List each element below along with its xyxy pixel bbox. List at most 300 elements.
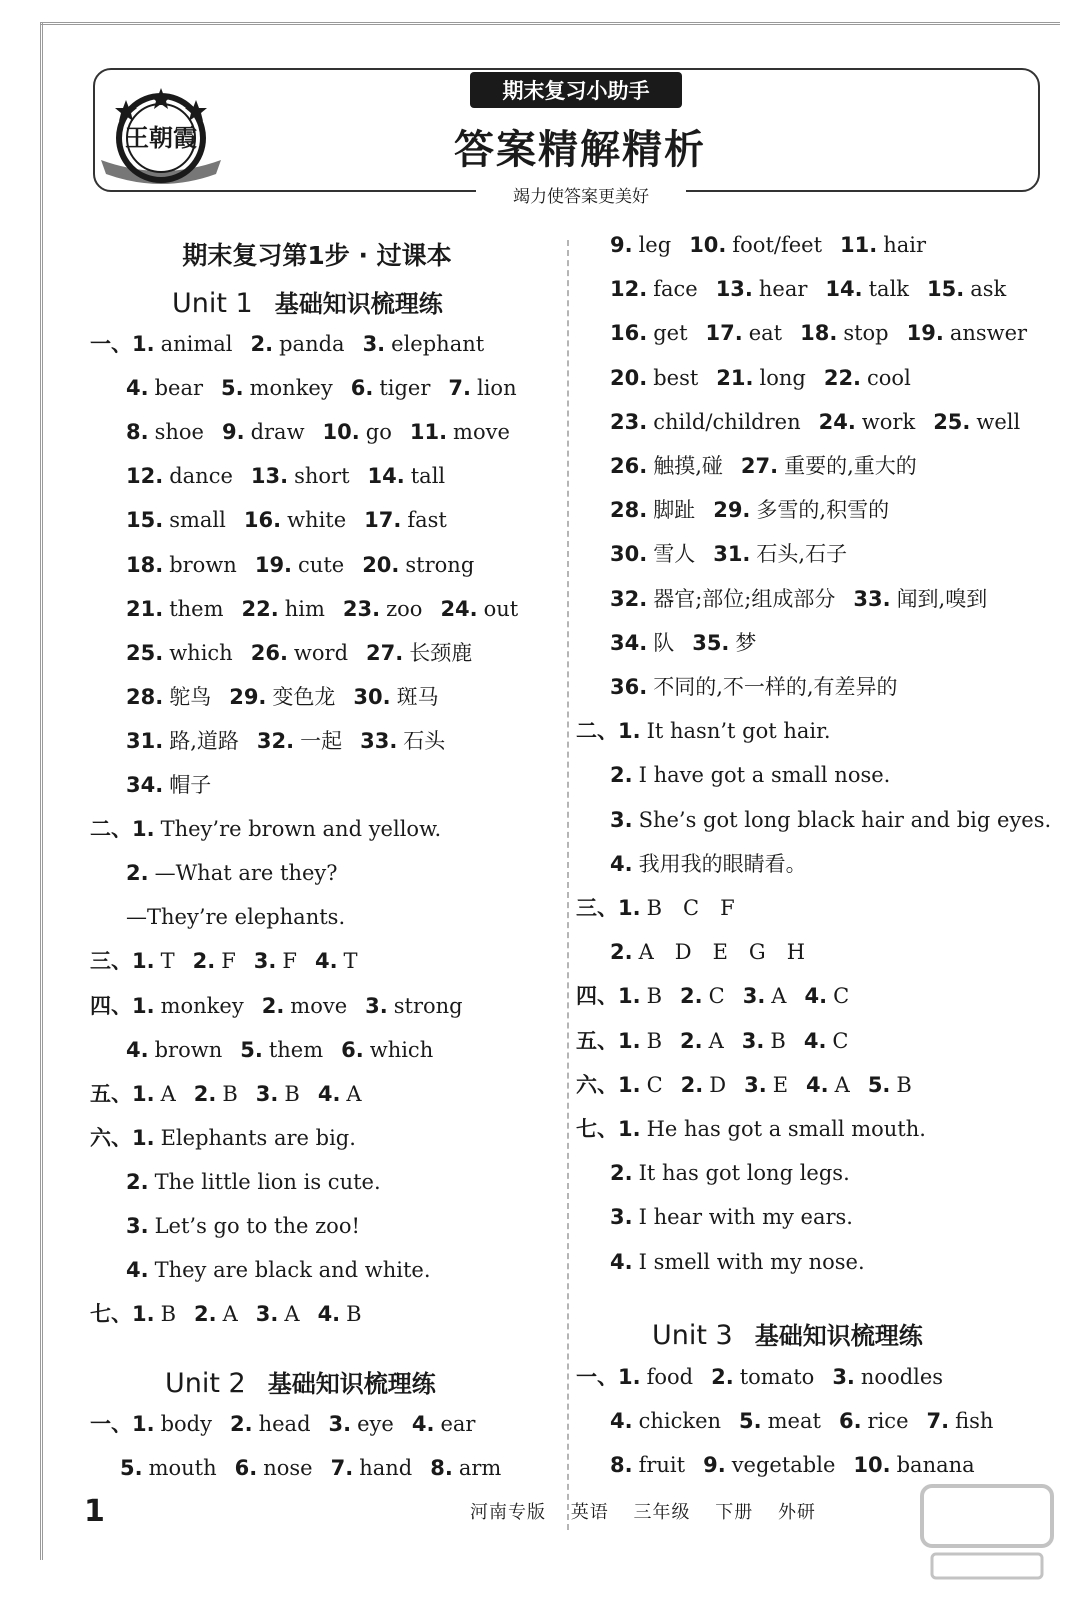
answer-text: 路,道路: [169, 728, 239, 753]
answer-text: meat: [767, 1409, 821, 1433]
answer-number: 3.: [744, 1072, 767, 1097]
answer-text: I have got a small nose.: [638, 763, 891, 788]
answer-number: 26.: [250, 640, 288, 665]
answer-number: 14.: [367, 464, 405, 489]
footer-item: 下册: [715, 1502, 754, 1523]
answer-number: 7.: [330, 1456, 354, 1480]
answer-text: B C F: [646, 896, 735, 920]
answer-number: 5.: [240, 1037, 263, 1062]
answer-text: move: [290, 993, 348, 1018]
answer-number: 23.: [610, 409, 648, 434]
answer-text: shoe: [154, 420, 204, 445]
answer-text: She’s got long black hair and big eyes.: [638, 807, 1052, 832]
answer-number: 7.: [448, 376, 471, 401]
answer-number: 15.: [126, 508, 164, 533]
answer-line: [610, 409, 1021, 434]
answer-text: ear: [440, 1412, 476, 1436]
answer-line: [610, 1163, 850, 1184]
answer-line: [90, 1304, 362, 1325]
answer-text: A: [284, 1302, 300, 1327]
answer-text: B: [346, 1302, 362, 1327]
answer-text: 石头: [403, 728, 446, 753]
answer-text: He has got a small mouth.: [646, 1117, 926, 1141]
answer-number: 13.: [250, 464, 289, 489]
answer-line: [610, 279, 1006, 300]
answer-number: 25.: [126, 640, 164, 665]
answer-line: [576, 1119, 926, 1140]
answer-line: [126, 728, 446, 753]
answer-number: 19.: [254, 552, 293, 577]
unit-heading: [165, 1364, 436, 1399]
answer-text: zoo: [386, 596, 423, 621]
answer-text: T: [343, 949, 358, 974]
page-number: 1: [84, 1494, 105, 1529]
answer-number: 6.: [350, 376, 374, 401]
unit-number: Unit 2: [165, 1368, 246, 1399]
answer-number: 2.: [126, 1169, 149, 1194]
answer-line: [90, 819, 441, 840]
answer-text: 多雪的,积雪的: [756, 498, 890, 523]
answer-text: chicken: [638, 1409, 722, 1433]
answer-text: 斑马: [396, 684, 439, 709]
answer-line: [610, 1455, 975, 1476]
answer-text: Let’s go to the zoo!: [154, 1214, 360, 1238]
answer-number: 6.: [341, 1037, 364, 1062]
answer-text: short: [294, 464, 350, 489]
answer-line: [126, 552, 475, 577]
answer-text: bear: [154, 376, 204, 401]
answer-number: 10.: [689, 233, 727, 257]
answer-number: 27.: [740, 454, 779, 478]
answer-line: [610, 851, 807, 876]
answer-text: fast: [407, 508, 447, 533]
answer-text: them: [268, 1037, 324, 1062]
answer-text: small: [169, 508, 226, 533]
answer-text: cool: [867, 365, 911, 390]
answer-number: 17.: [364, 508, 402, 533]
answer-text: body: [160, 1412, 212, 1436]
answer-number: 2.: [680, 1028, 703, 1053]
answer-number: 4.: [317, 1302, 341, 1327]
answer-number: 30.: [610, 542, 648, 567]
answer-number: 5.: [120, 1456, 143, 1480]
answer-number: 16.: [243, 508, 282, 533]
answer-number: 3.: [610, 1205, 633, 1230]
answer-text: fish: [955, 1409, 994, 1433]
answer-line: [576, 1028, 849, 1053]
answer-text: brown: [154, 1037, 223, 1062]
answer-text: The little lion is cute.: [154, 1169, 381, 1194]
answer-text: A: [771, 984, 787, 1009]
answer-line: [126, 510, 447, 531]
answer-line: [90, 1125, 356, 1150]
answer-text: E: [772, 1072, 789, 1097]
answer-number: 15.: [927, 277, 965, 302]
answer-number: 7.: [926, 1409, 950, 1433]
answer-number: 34.: [126, 773, 164, 797]
question-marker: 一、: [576, 1365, 618, 1389]
answer-line: [90, 334, 484, 355]
answer-number: 1.: [618, 1072, 641, 1097]
answer-number: 10.: [853, 1453, 891, 1477]
answer-text: 队: [653, 630, 675, 655]
answer-text: get: [653, 321, 688, 346]
answer-number: 24.: [818, 409, 856, 434]
answer-number: 2.: [126, 861, 149, 886]
answer-text: 雪人: [653, 542, 696, 567]
answer-number: 1.: [132, 949, 155, 974]
answer-line: [576, 1072, 912, 1097]
answer-text: strong: [405, 552, 475, 577]
answer-line: [610, 500, 889, 521]
answer-text: hear: [758, 277, 808, 302]
answer-number: 1.: [132, 1081, 155, 1106]
footer-item: 英语: [570, 1502, 609, 1523]
header-tag: 期末复习小助手: [470, 72, 682, 108]
answer-number: 35.: [692, 630, 730, 655]
answer-number: 3.: [610, 807, 633, 832]
question-marker: 五、: [576, 1028, 618, 1053]
answer-text: cute: [298, 552, 345, 577]
answer-line: [126, 863, 338, 884]
answer-number: 16.: [610, 321, 648, 346]
answer-text: tiger: [379, 376, 431, 401]
answer-line: [126, 378, 517, 399]
question-marker: 五、: [90, 1081, 132, 1106]
answer-text: A: [346, 1081, 362, 1106]
answer-number: 4.: [314, 949, 338, 974]
answer-number: 10.: [322, 420, 360, 445]
answer-number: 1.: [618, 984, 641, 1009]
answer-text: B: [222, 1081, 238, 1106]
answer-text: which: [369, 1037, 434, 1062]
answer-number: 4.: [610, 851, 633, 876]
section-title: 期末复习第1步 · 过课本: [182, 241, 452, 270]
answer-text: A D E G H: [638, 940, 806, 965]
answer-number: 5.: [867, 1072, 891, 1097]
answer-text: A: [834, 1072, 850, 1097]
footer-item: 三年级: [633, 1502, 691, 1523]
answer-number: 11.: [409, 420, 448, 445]
answer-text: B: [284, 1081, 300, 1106]
answer-number: 1.: [132, 817, 155, 842]
answer-text: child/children: [653, 409, 801, 434]
answer-text: 长颈鹿: [409, 640, 473, 665]
page-title: 答案精解精析: [454, 127, 706, 173]
answer-line: [576, 898, 735, 919]
answer-text: —What are they?: [154, 861, 338, 886]
answer-number: 3.: [253, 949, 277, 974]
answer-number: 8.: [126, 420, 149, 445]
answer-text: 帽子: [169, 773, 212, 797]
answer-text: eat: [748, 321, 783, 346]
question-marker: 三、: [576, 896, 618, 920]
answer-number: 4.: [126, 1258, 149, 1283]
answer-number: 3.: [741, 1028, 765, 1053]
answer-text: out: [483, 596, 519, 621]
answer-number: 4.: [803, 1028, 827, 1053]
answer-number: 2.: [680, 1072, 704, 1097]
answer-number: 3.: [742, 984, 766, 1009]
answer-text: It has got long legs.: [638, 1161, 850, 1186]
answer-number: 11.: [840, 233, 878, 257]
answer-text: elephant: [391, 332, 485, 356]
answer-number: 8.: [610, 1453, 633, 1477]
answer-number: 1.: [618, 896, 641, 920]
answer-number: 19.: [906, 321, 944, 346]
answer-text: B: [770, 1028, 786, 1053]
answer-line: [90, 951, 358, 972]
question-marker: 一、: [90, 1412, 132, 1436]
answer-text: B: [896, 1072, 912, 1097]
answer-number: 2.: [250, 332, 274, 356]
answer-text: draw: [250, 420, 305, 445]
answer-text: 脚趾: [653, 498, 696, 523]
answer-line: [126, 907, 345, 928]
answer-number: 20.: [362, 552, 400, 577]
answer-text: 一起: [300, 728, 343, 753]
question-marker: 六、: [576, 1072, 618, 1097]
answer-number: 18.: [800, 321, 838, 346]
answer-number: 3.: [365, 993, 388, 1018]
answer-text: move: [453, 420, 510, 445]
answer-text: T: [160, 949, 175, 974]
answer-text: 重要的,重大的: [784, 454, 917, 478]
answer-line: [126, 596, 519, 621]
publisher-logo: [96, 82, 226, 192]
footer-item: 河南专版: [470, 1502, 546, 1523]
answer-number: 3.: [126, 1214, 149, 1238]
answer-text: white: [287, 508, 347, 533]
answer-number: 4.: [411, 1412, 435, 1436]
column-divider: [567, 240, 569, 1530]
answer-number: 29.: [229, 684, 267, 709]
answer-number: 24.: [440, 596, 478, 621]
answer-line: [90, 993, 463, 1018]
answer-text: strong: [393, 993, 463, 1018]
answer-text: 我用我的眼睛看。: [638, 851, 807, 876]
answer-number: 36.: [610, 675, 648, 699]
answer-line: [126, 1037, 434, 1062]
answer-number: 25.: [933, 409, 971, 434]
answer-number: 6.: [234, 1456, 258, 1480]
answer-number: 3.: [255, 1081, 279, 1106]
answer-text: A: [708, 1028, 724, 1053]
answer-number: 12.: [610, 277, 648, 302]
answer-number: 23.: [342, 596, 381, 621]
answer-line: [576, 986, 849, 1007]
answer-text: foot/feet: [732, 233, 823, 257]
answer-line: [576, 721, 831, 742]
answer-line: [610, 456, 917, 477]
answer-text: animal: [160, 332, 233, 356]
answer-number: 1.: [618, 1365, 641, 1389]
answer-text: face: [653, 277, 698, 302]
answer-text: C: [833, 984, 850, 1009]
answer-number: 1.: [618, 1117, 641, 1141]
answer-text: 鸵鸟: [169, 684, 212, 709]
answer-line: [610, 630, 757, 655]
answer-text: C: [832, 1028, 849, 1053]
answer-text: vegetable: [731, 1453, 836, 1477]
answer-number: 13.: [715, 277, 753, 302]
answer-number: 3.: [362, 332, 386, 356]
answer-text: I smell with my nose.: [638, 1249, 865, 1274]
answer-text: eye: [357, 1412, 394, 1436]
question-marker: 一、: [90, 332, 132, 356]
answer-number: 4.: [126, 1037, 149, 1062]
answer-line: [610, 765, 890, 786]
answer-line: [576, 1367, 943, 1388]
question-marker: 四、: [576, 984, 618, 1009]
answer-text: Elephants are big.: [160, 1125, 356, 1150]
answer-text: work: [861, 409, 916, 434]
answer-text: talk: [868, 277, 910, 302]
answer-number: 9.: [610, 233, 633, 257]
answer-text: noodles: [860, 1365, 944, 1389]
answer-number: 30.: [353, 684, 391, 709]
answer-number: 2.: [193, 1081, 217, 1106]
answer-text: well: [976, 409, 1021, 434]
answer-number: 4.: [610, 1249, 633, 1274]
answer-text: They’re brown and yellow.: [160, 817, 442, 842]
unit-name: 基础知识梳理练: [267, 1370, 436, 1398]
answer-number: 4.: [126, 376, 149, 401]
unit-name: 基础知识梳理练: [274, 290, 443, 318]
answer-text: They are black and white.: [154, 1258, 431, 1283]
answer-number: 28.: [610, 498, 648, 523]
answer-number: 2.: [610, 763, 633, 788]
answer-text: D: [709, 1072, 727, 1097]
answer-number: 32.: [610, 586, 648, 611]
answer-text: go: [365, 420, 392, 445]
answer-text: mouth: [148, 1456, 217, 1480]
unit-heading: [172, 284, 443, 319]
answer-line: [610, 365, 911, 390]
answer-number: 2.: [711, 1365, 734, 1389]
answer-text: answer: [949, 321, 1028, 346]
answer-number: 9.: [221, 420, 245, 445]
answer-text: panda: [279, 332, 345, 356]
logo-text: 王朝霞: [125, 123, 197, 152]
answer-line: [610, 1249, 865, 1274]
watermark-logo: [912, 1478, 1062, 1588]
answer-number: 22.: [823, 365, 862, 390]
answer-text: hair: [883, 233, 927, 257]
unit-name: 基础知识梳理练: [754, 1322, 923, 1350]
answer-line: [126, 422, 510, 443]
answer-line: [610, 807, 1052, 832]
answer-text: B: [160, 1302, 177, 1327]
answer-number: 2.: [610, 1161, 633, 1186]
answer-text: word: [293, 640, 349, 665]
footer-info: [470, 1498, 834, 1524]
answer-number: 12.: [126, 464, 164, 489]
answer-number: 4.: [804, 984, 828, 1009]
answer-text: It hasn’t got hair.: [646, 719, 831, 744]
answer-line: [90, 1414, 475, 1435]
page-frame-left: [40, 22, 58, 1560]
answer-number: 17.: [705, 321, 743, 346]
answer-number: 9.: [703, 1453, 726, 1477]
answer-text: monkey: [160, 993, 244, 1018]
answer-text: leg: [638, 233, 672, 257]
answer-number: 33.: [360, 728, 398, 753]
answer-line: [126, 775, 211, 796]
answer-line: [126, 466, 445, 487]
answer-text: C: [708, 984, 725, 1009]
answer-text: stop: [843, 321, 889, 346]
answer-number: 2.: [680, 984, 703, 1009]
answer-text: long: [759, 365, 806, 390]
header-slogan: 竭力使答案更美好: [476, 182, 686, 207]
answer-text: nose: [263, 1456, 313, 1480]
answer-text: B: [646, 1028, 663, 1053]
page-frame-top: [40, 22, 1060, 42]
question-marker: 七、: [90, 1302, 132, 1327]
answer-number: 32.: [256, 728, 295, 753]
answer-number: 1.: [132, 332, 155, 356]
answer-text: 梦: [735, 630, 757, 655]
answer-text: 变色龙: [272, 684, 336, 709]
answer-number: 6.: [838, 1409, 862, 1433]
answer-number: 1.: [618, 719, 641, 744]
answer-text: 石头,石子: [756, 542, 848, 567]
answer-line: [610, 1207, 853, 1228]
answer-text: B: [646, 984, 663, 1009]
answer-line: [610, 1411, 993, 1432]
unit-number: Unit 3: [652, 1320, 733, 1351]
answer-number: 4.: [317, 1081, 341, 1106]
answer-number: 2.: [230, 1412, 253, 1436]
answer-text: F: [221, 949, 236, 974]
answer-line: [610, 942, 805, 963]
unit-number: Unit 1: [172, 288, 253, 319]
answer-line: [610, 586, 988, 611]
question-marker: 三、: [90, 949, 132, 974]
answer-text: food: [646, 1365, 694, 1389]
footer-item: 外研: [777, 1502, 816, 1523]
answer-text: C: [646, 1072, 663, 1097]
answer-number: 8.: [430, 1456, 453, 1480]
answer-line: [126, 684, 439, 709]
answer-number: 1.: [618, 1028, 641, 1053]
answer-number: 2.: [194, 1302, 217, 1327]
answer-line: [126, 640, 473, 665]
answer-number: 27.: [366, 640, 404, 665]
answer-number: 29.: [713, 498, 751, 523]
question-marker: 二、: [576, 719, 618, 744]
answer-line: [610, 544, 847, 565]
answer-text: F: [282, 949, 297, 974]
answer-number: 5.: [739, 1409, 762, 1433]
answer-number: 21.: [126, 596, 164, 621]
answer-number: 1.: [132, 993, 155, 1018]
answer-line: [126, 1169, 381, 1194]
answer-number: 1.: [132, 1412, 155, 1436]
answer-text: A: [160, 1081, 176, 1106]
answer-number: 22.: [241, 596, 279, 621]
answer-number: 31.: [713, 542, 751, 567]
answer-number: 18.: [126, 552, 164, 577]
answer-line: [126, 1216, 360, 1237]
answer-text: which: [169, 640, 233, 665]
answer-number: 31.: [126, 728, 164, 753]
answer-number: 3.: [255, 1302, 279, 1327]
answer-number: 20.: [610, 365, 648, 390]
answer-text: —They’re elephants.: [126, 905, 346, 930]
answer-number: 3.: [832, 1365, 855, 1389]
